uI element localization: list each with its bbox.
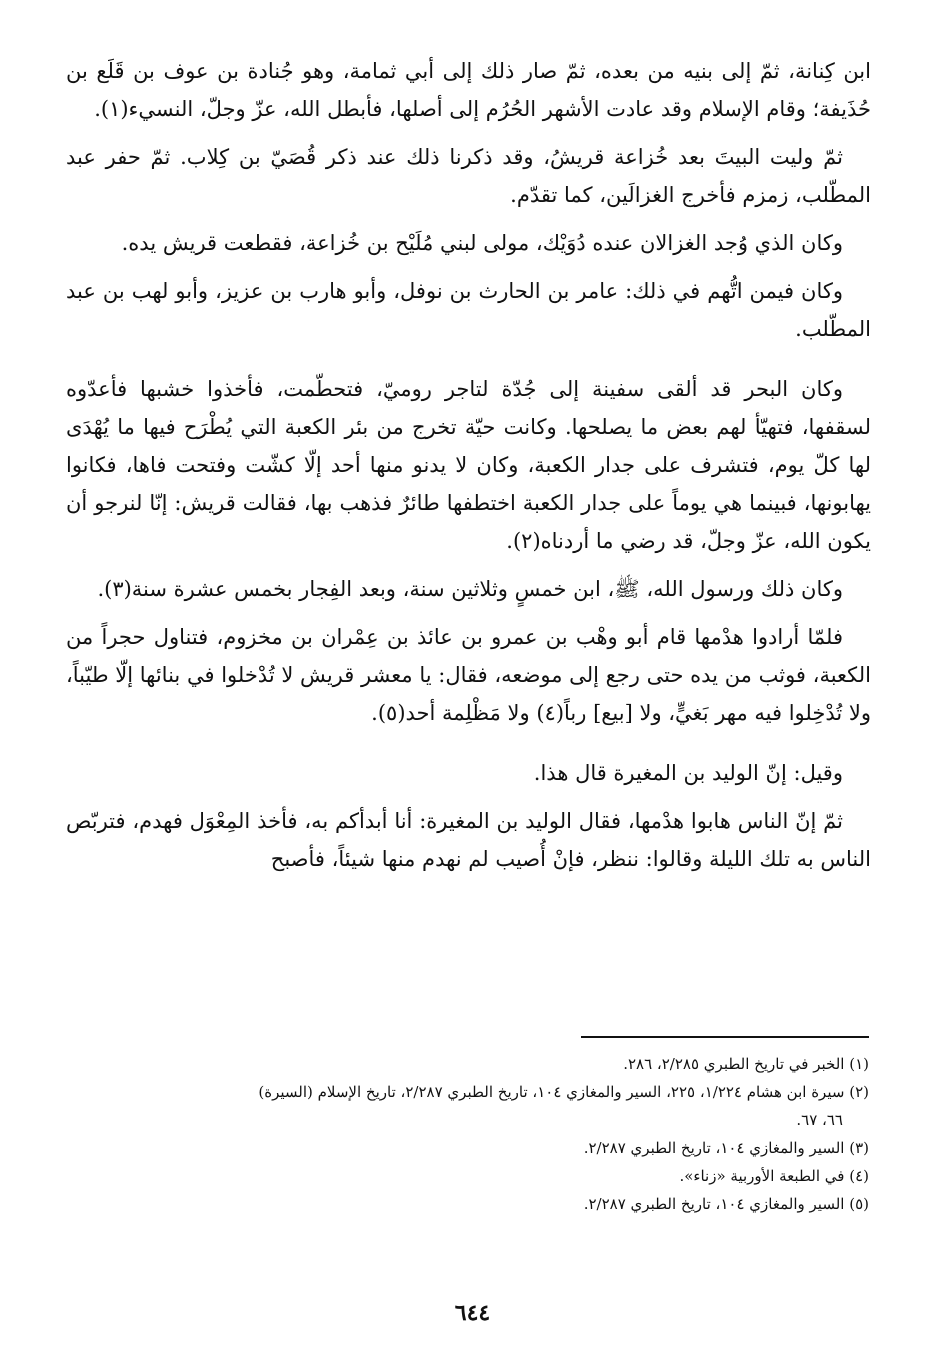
page-number: ٦٤٤ <box>454 1300 491 1326</box>
footnote-text: السير والمغازي ١٠٤، تاريخ الطبري ٢/٢٨٧. <box>583 1195 845 1213</box>
footnote-number: (٢) <box>849 1083 869 1101</box>
footnote-number: (٤) <box>849 1167 869 1185</box>
footnote-text: السير والمغازي ١٠٤، تاريخ الطبري ٢/٢٨٧. <box>583 1139 845 1157</box>
paragraph-2: ثمّ وليت البيتَ بعد خُزاعة قريشُ، وقد ذكرنا ذلك عند ذكر قُصَيّ بن كِلاب. ثمّ حفر عبد المطّلب، زمزم فأخرج الغزالَين، كما تقدّم. <box>66 145 871 207</box>
main-text <box>66 52 871 888</box>
footnote-4 <box>66 1162 869 1190</box>
paragraph-6: وكان ذلك ورسول الله، ﷺ، ابن خمسٍ وثلاثين سنة، وبعد الفِجار بخمس عشرة سنة(٣). <box>97 577 843 601</box>
footnote-1 <box>66 1050 869 1078</box>
paragraph-9: ثمّ إنّ الناس هابوا هدْمها، فقال الوليد بن المغيرة: أنا أبدأكم به، فأخذ المِعْوَل فهدم، فتربّص الناس به تلك الليلة وقالوا: ننظر، فإنْ أُصيب لم نهدم منها شيئاً، فأصبح <box>66 809 871 871</box>
footnote-number: (١) <box>849 1055 869 1073</box>
footnotes <box>66 1050 869 1218</box>
footnote-2 <box>66 1078 869 1134</box>
paragraph-3: وكان الذي وُجد الغزالان عنده دُوَيْك، مولى لبني مُلَيْح بن خُزاعة، فقطعت قريش يده. <box>121 231 843 255</box>
footnote-text: سيرة ابن هشام ١/٢٢٤، ٢٢٥، السير والمغازي ١٠٤، تاريخ الطبري ٢/٢٨٧، تاريخ الإسلام (السيرة) <box>258 1083 845 1101</box>
footnote-number: (٣) <box>849 1139 869 1157</box>
footnote-5 <box>66 1190 869 1218</box>
paragraph-7: فلمّا أرادوا هدْمها قام أبو وهْب بن عمرو بن عائذ بن عِمْران بن مخزوم، فتناول حجراً من الكعبة، فوثب من يده حتى رجع إلى موضعه، فقال: يا معشر قريش لا تُدْخلوا في بنائها إلّا طيّباً، ولا تُدْخِلوا فيه مهر بَغيٍّ، ولا [بيع] رباً(٤) ولا مَظْلِمة أحد(٥). <box>66 625 871 725</box>
footnote-3 <box>66 1134 869 1162</box>
footnote-divider <box>581 1036 869 1038</box>
paragraph-8: وقيل: إنّ الوليد بن المغيرة قال هذا. <box>533 761 843 785</box>
footnote-text: في الطبعة الأوربية «زناء». <box>679 1167 845 1185</box>
footnote-text: الخبر في تاريخ الطبري ٢/٢٨٥، ٢٨٦. <box>623 1055 845 1073</box>
footnote-continuation: ٦٦، ٦٧. <box>796 1111 843 1129</box>
footnote-number: (٥) <box>849 1195 869 1213</box>
paragraph-4: وكان فيمن اتُّهم في ذلك: عامر بن الحارث بن نوفل، وأبو هارب بن عزيز، وأبو لهب بن عبد المطّلب. <box>66 279 871 341</box>
paragraph-5: وكان البحر قد ألقى سفينة إلى جُدّة لتاجر روميّ، فتحطّمت، فأخذوا خشبها فأعدّوه لسقفها، فتهيّأ لهم بعض ما يصلحها. وكانت حيّة تخرج من بئر الكعبة التي يُطْرَح فيها ما يُهْدَى لها كلّ يوم، فتشرف على جدار الكعبة، وكان لا يدنو منها أحد إلّا كشّت وفتحت فاها، فكانوا يهابونها، فبينما هي يوماً على جدار الكعبة اختطفها طائرٌ فذهب بها، فقالت قريش: إنّا لنرجو أن يكون الله، عزّ وجلّ، قد رضي ما أردناه(٢). <box>66 377 871 553</box>
paragraph-1: ابن كِنانة، ثمّ إلى بنيه من بعده، ثمّ صار ذلك إلى أبي ثمامة، وهو جُنادة بن عوف بن قَلَع بن حُذَيفة؛ وقام الإسلام وقد عادت الأشهر الحُرُم إلى أصلها، فأبطل الله، عزّ وجلّ، النسيء(١). <box>66 59 871 121</box>
